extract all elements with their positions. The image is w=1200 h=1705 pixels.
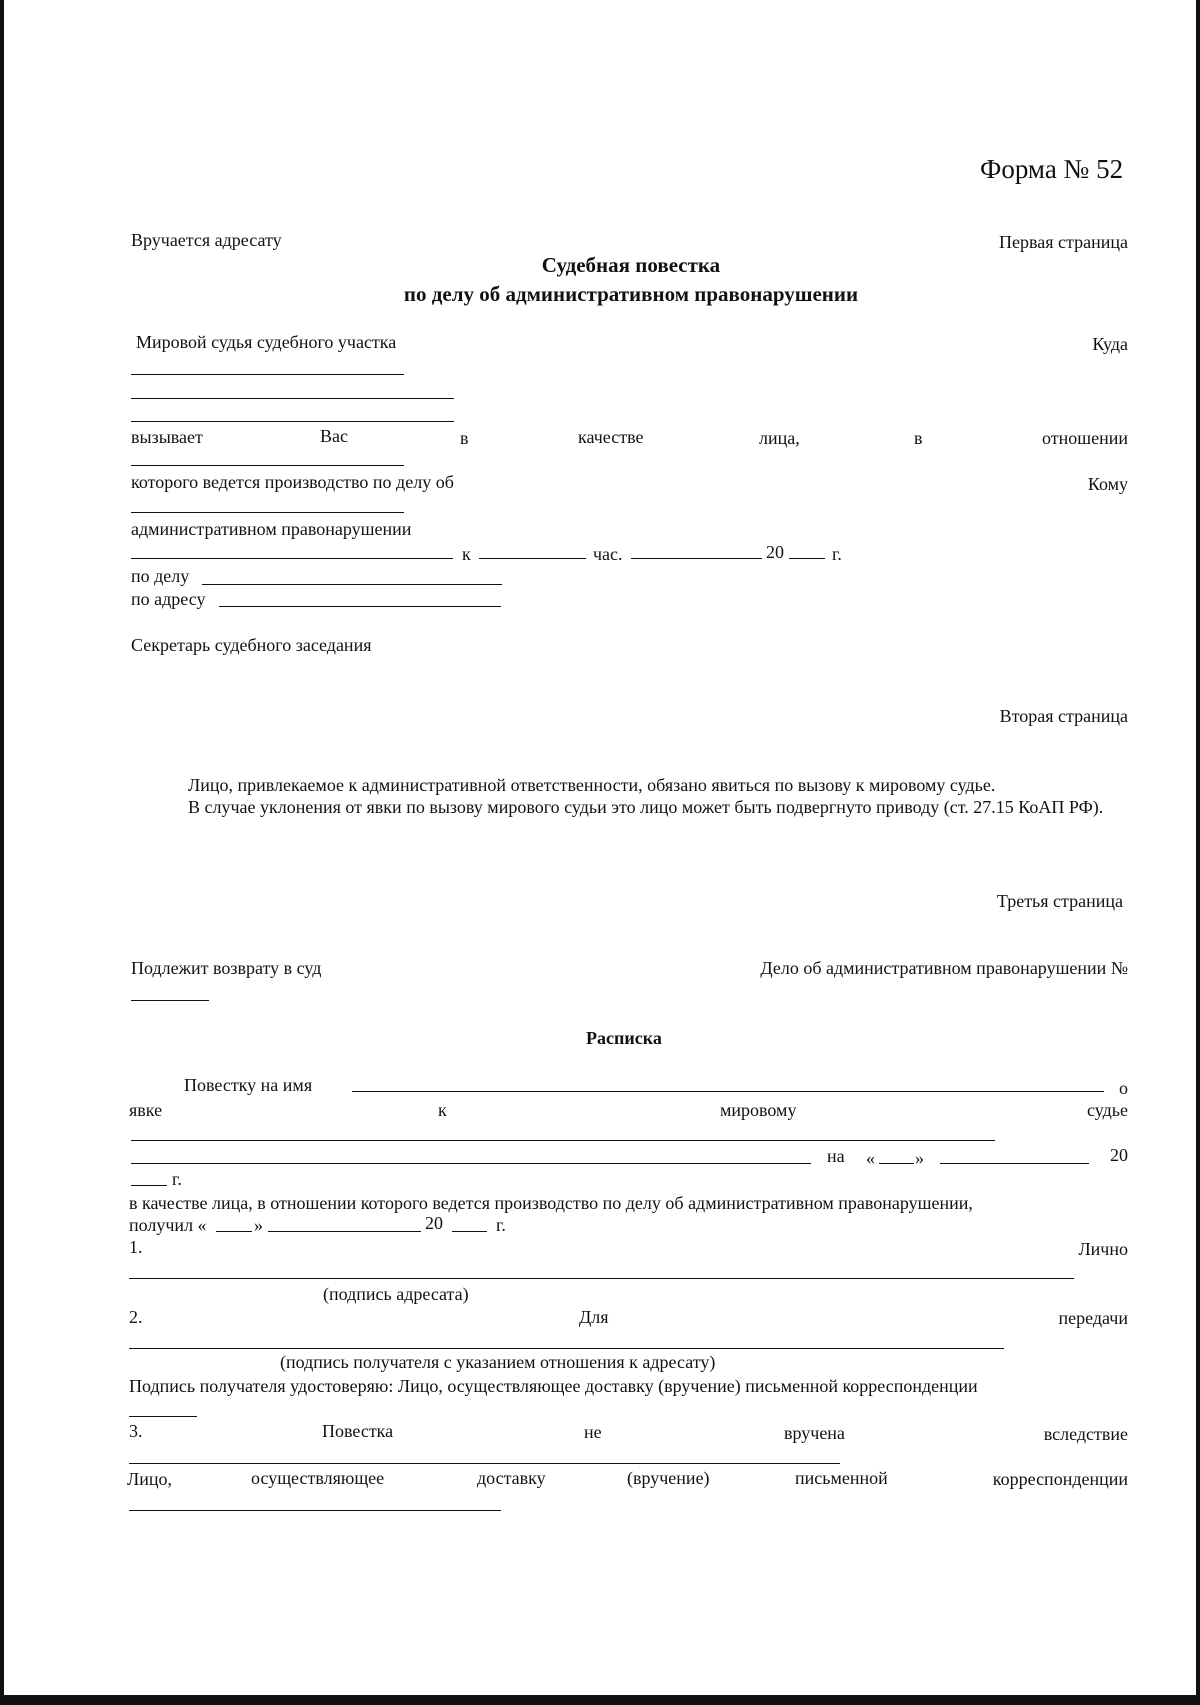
proceeding-line <box>131 465 404 466</box>
appearance-word-3: мировому <box>720 1100 797 1120</box>
capacity-text: в качестве лица, в отношении которого ведется производство по делу об административном правонарушении, <box>129 1193 973 1213</box>
case-number-label: Дело об административном правонарушении № <box>760 958 1128 978</box>
not-delivered-word-1: Повестка <box>322 1421 394 1441</box>
not-delivered-word-4: вследствие <box>1043 1424 1128 1444</box>
received-day-line <box>216 1231 252 1232</box>
judge-line-2 <box>131 398 454 399</box>
summons-word-4: качестве <box>578 427 644 447</box>
judge-line-1 <box>131 374 404 375</box>
courier-signature-line <box>129 1510 501 1511</box>
judge-label: Мировой судья судебного участка <box>136 332 397 352</box>
summons-word-7: отношении <box>1041 428 1128 448</box>
obligation-paragraph-1: Лицо, привлекаемое к административной ответственности, обязано явиться по вызову к мировому судье. <box>188 775 996 795</box>
addressee-signature-caption: (подпись адресата) <box>323 1284 469 1304</box>
received-year-prefix: 20 <box>425 1213 443 1233</box>
date-line <box>131 1163 811 1164</box>
month-line <box>940 1163 1089 1164</box>
second-page-label: Вторая страница <box>999 706 1128 726</box>
day-line <box>879 1163 914 1164</box>
summons-name-line <box>352 1091 1104 1092</box>
quote-open: « <box>866 1148 875 1168</box>
not-delivered-word-3: вручена <box>784 1423 845 1443</box>
courier-word-3: доставку <box>477 1468 546 1488</box>
summons-word-6: в <box>914 428 923 448</box>
address-label: по адресу <box>131 589 206 609</box>
hearing-day-line <box>631 558 762 559</box>
courier-word-4: (вручение) <box>627 1468 710 1488</box>
return-label: Подлежит возврату в суд <box>131 958 322 978</box>
summons-word-2: Вас <box>320 426 348 446</box>
judge-line-3 <box>131 421 454 422</box>
third-page-label: Третья страница <box>996 891 1123 911</box>
courier-word-1: Лицо, <box>127 1469 172 1489</box>
certify-sentence: Подпись получателя удостоверяю: Лицо, осуществляющее доставку (вручение) письменной корреспонденции <box>129 1376 978 1396</box>
item-2-number: 2. <box>129 1307 143 1327</box>
page-edge-bottom <box>0 1695 1200 1705</box>
year-prefix-2: 20 <box>1110 1145 1128 1165</box>
received-year-line <box>452 1231 487 1232</box>
secretary-label: Секретарь судебного заседания <box>131 635 372 655</box>
case-line <box>202 584 502 585</box>
recipient-signature-caption: (подпись получателя с указанием отношения к адресату) <box>280 1352 716 1372</box>
hearing-time-line <box>479 558 586 559</box>
first-page-label: Первая страница <box>999 232 1128 252</box>
whom-label: Кому <box>1087 474 1128 494</box>
received-quote-close: » <box>254 1215 263 1235</box>
item-3-number: 3. <box>129 1421 143 1441</box>
certify-line <box>129 1416 197 1417</box>
received-label: получил « <box>129 1215 207 1235</box>
received-year-suffix: г. <box>496 1215 506 1235</box>
item-1-number: 1. <box>129 1237 143 1257</box>
hour-label: час. <box>593 544 623 564</box>
year-suffix-2: г. <box>172 1169 182 1189</box>
reason-line <box>129 1463 840 1464</box>
offense-line-top <box>131 512 404 513</box>
addressee-signature-line <box>129 1278 1074 1279</box>
year-line <box>789 558 825 559</box>
where-label: Куда <box>1092 334 1128 354</box>
summons-word-1: вызывает <box>131 427 203 447</box>
summons-title: Судебная повестка <box>541 253 721 277</box>
appearance-word-2: к <box>438 1100 447 1120</box>
year-line-2 <box>131 1185 167 1186</box>
delivered-to-label: Вручается адресату <box>131 230 282 250</box>
recipient-signature-line <box>129 1348 1004 1349</box>
courier-word-6: корреспонденции <box>992 1469 1128 1489</box>
address-line <box>219 606 501 607</box>
transfer-label: передачи <box>1058 1308 1128 1328</box>
form-number: Форма № 52 <box>980 154 1124 184</box>
o-label: о <box>1119 1078 1128 1098</box>
summons-name-label: Повестку на имя <box>184 1075 313 1095</box>
hearing-date-line <box>131 558 453 559</box>
case-label: по делу <box>131 566 190 586</box>
judge-name-line <box>131 1140 995 1141</box>
year-suffix: г. <box>832 544 842 564</box>
certify-text <box>129 1377 1128 1395</box>
summons-subtitle: по делу об административном правонарушении <box>403 282 859 306</box>
for-label: Для <box>579 1307 609 1327</box>
summons-word-5: лица, <box>759 428 800 448</box>
quote-close: » <box>915 1148 924 1168</box>
appearance-word-1: явке <box>129 1100 163 1120</box>
not-delivered-word-2: не <box>584 1422 602 1442</box>
receipt-title: Расписка <box>586 1028 662 1048</box>
proceeding-label: которого ведется производство по делу об <box>131 472 454 492</box>
courier-word-5: письменной <box>795 1468 888 1488</box>
obligation-text <box>131 774 1127 818</box>
na-label: на <box>827 1146 845 1166</box>
obligation-paragraph-2: В случае уклонения от явки по вызову мирового судьи это лицо может быть подвергнуто приводу (ст. 27.15 КоАП РФ). <box>188 797 1104 817</box>
appearance-word-4: судье <box>1087 1100 1128 1120</box>
courier-word-2: осуществляющее <box>251 1468 385 1488</box>
year-prefix: 20 <box>766 542 784 562</box>
received-month-line <box>268 1231 421 1232</box>
return-line <box>131 1000 209 1001</box>
summons-word-3: в <box>460 428 469 448</box>
personally-label: Лично <box>1078 1239 1128 1259</box>
k-label: к <box>462 544 471 564</box>
offense-label: административном правонарушении <box>131 519 412 539</box>
